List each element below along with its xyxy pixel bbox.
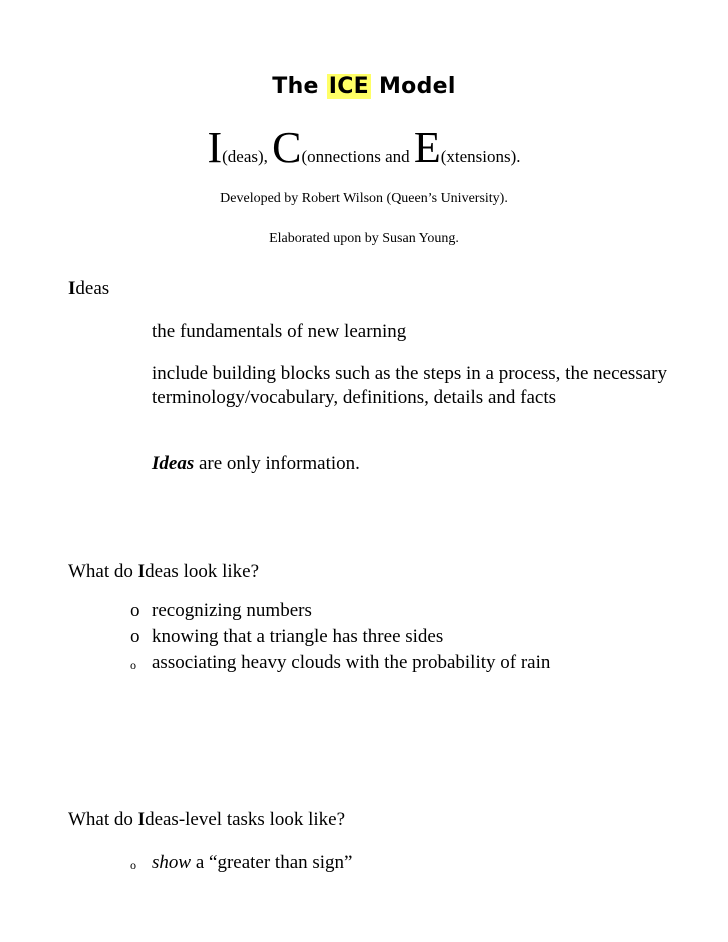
list-item-text: knowing that a triangle has three sides [152,626,444,647]
look-like-list [130,598,550,676]
ideas-paragraph-3-rest: are only information. [194,453,360,474]
subtitle-i-letter: I [207,123,223,172]
tasks-heading-rest: deas-level tasks look like? [145,809,346,830]
title-word-model: Model [378,74,456,99]
model-subtitle [0,123,728,172]
ideas-paragraph-1: the fundamentals of new learning [152,321,407,342]
subtitle-e-rest: (xtensions). [440,147,521,166]
subtitle-e-letter: E [413,123,441,172]
tasks-item-emphasis: show [152,852,192,873]
ideas-heading [68,278,109,300]
page-title [0,74,728,99]
list-item [130,624,550,650]
circle-bullet-icon: o [130,658,136,672]
ideas-paragraph-2: include building blocks such as the steps in a process, the necessary terminology/vocabulary, definitions, details and facts [152,363,667,408]
ideas-heading-rest: deas [75,278,110,299]
credit-developed-by: Developed by Robert Wilson (Queen’s University). [220,191,508,206]
tasks-heading-initial: I [137,809,146,830]
subtitle-i-rest: (deas), [222,147,268,166]
title-word-the: The [272,74,319,99]
ideas-paragraph-3 [152,452,672,476]
tasks-item-rest: a “greater than sign” [191,852,353,873]
tasks-heading-prefix: What do [68,809,138,830]
list-item-text: associating heavy clouds with the probability of rain [152,652,551,673]
circle-bullet-icon: o [130,600,140,621]
credit-elaborated-by: Elaborated upon by Susan Young. [269,231,459,246]
list-item [130,850,353,876]
subtitle-c-letter: C [272,123,302,172]
ideas-heading-initial: I [68,278,76,299]
tasks-list [130,850,353,876]
subtitle-c-rest: (onnections and [301,147,410,166]
list-item [130,598,550,624]
look-like-heading-rest: deas look like? [145,561,260,582]
look-like-heading-prefix: What do [68,561,138,582]
look-like-heading-initial: I [137,561,146,582]
title-highlight-ice: ICE [328,74,370,99]
look-like-heading [68,561,259,583]
list-item [130,650,550,676]
ideas-paragraph-3-emphasis: Ideas [152,453,195,474]
circle-bullet-icon: o [130,626,140,647]
list-item-text: recognizing numbers [152,600,312,621]
circle-bullet-icon: o [130,858,136,872]
tasks-heading [68,809,345,831]
